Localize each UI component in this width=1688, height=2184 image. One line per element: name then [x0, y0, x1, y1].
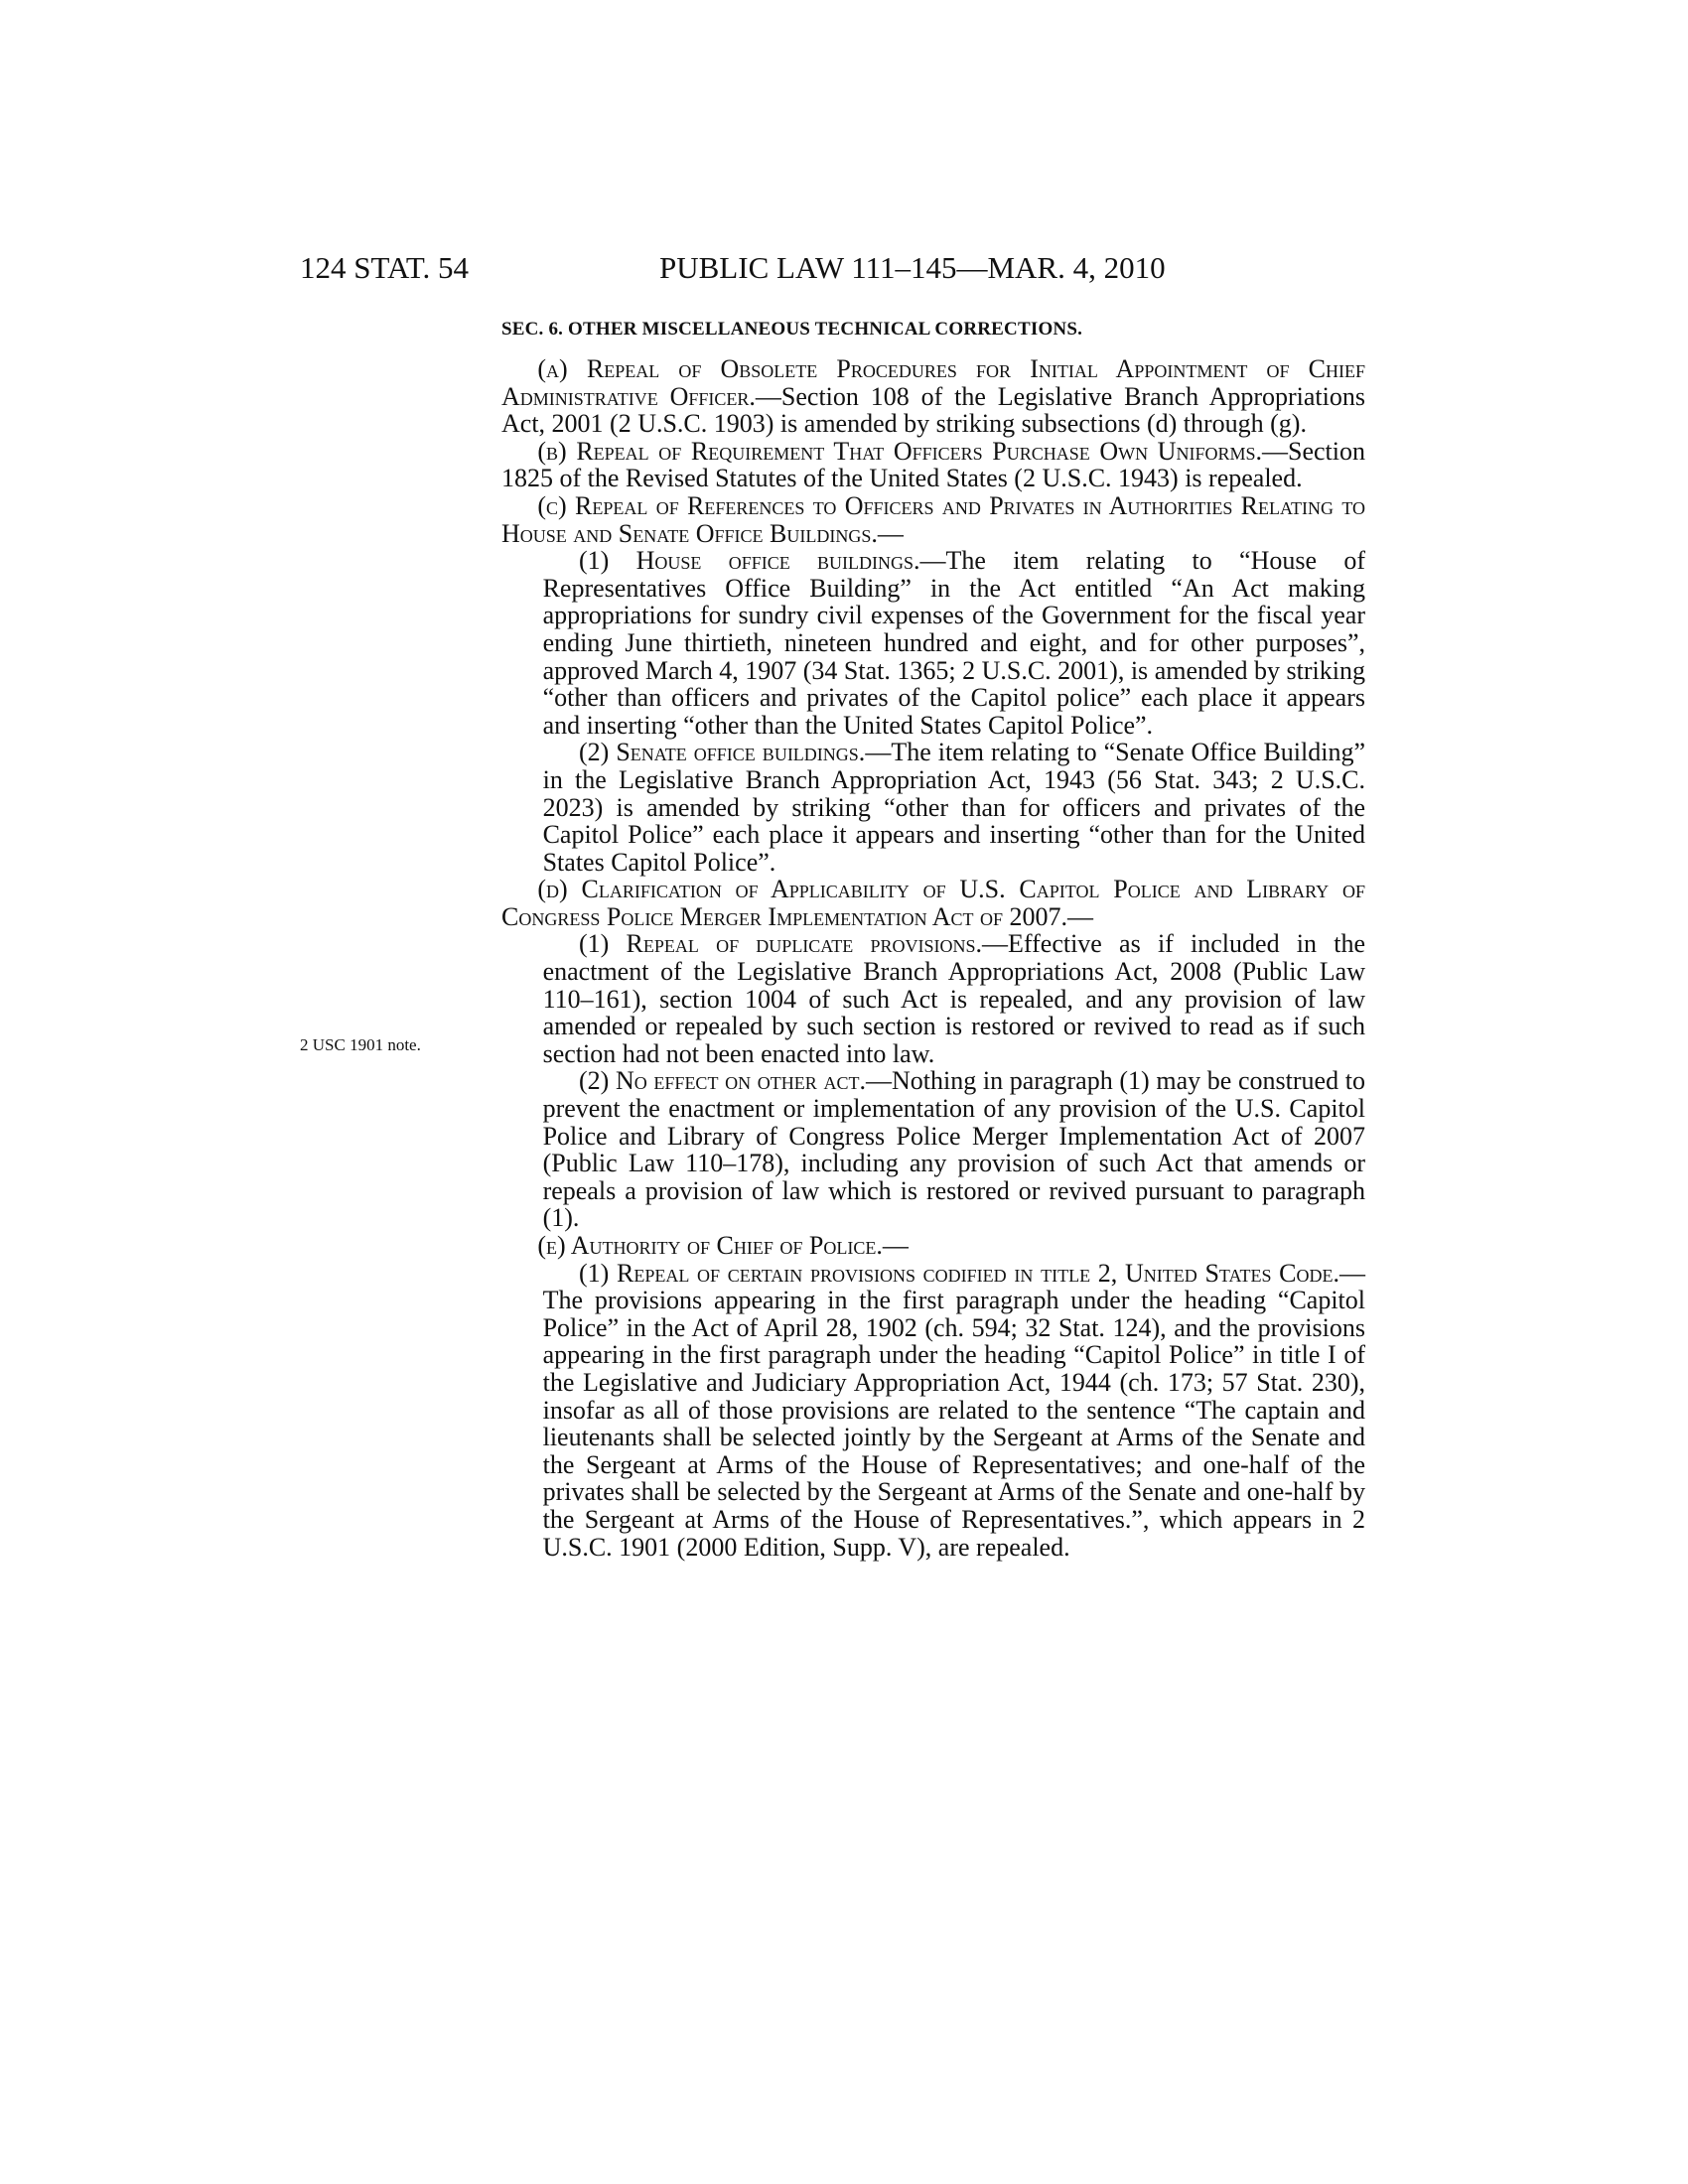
page-header: [0, 250, 1688, 290]
paragraph-c2-text: —The item relating to “Senate Office Building” in the Legislative Branch Appropriation Act, 1943 (56 Stat. 343; 2 U.S.C. 2023) is amended by striking “other than for officers and privates of the Capitol Police” each place it appears and inserting “other than for the United States Capitol Police”.: [542, 738, 1365, 877]
subsection-a-text: —Section 108 of the Legislative Branch Appropriations Act, 2001 (2 U.S.C. 1903) is amended by striking subsections (d) through (g).: [501, 381, 1365, 439]
section-body: [501, 318, 1365, 1561]
paragraph-c1-text: —The item relating to “House of Representatives Office Building” in the Act entitled “An Act making appropriations for sundry civil expenses of the Government for the fiscal year ending June thirtieth, nineteen hundred and eight, and for other purposes”, approved March 4, 1907 (34 Stat. 1365; 2 U.S.C. 2001), is amended by striking “other than officers and privates of the Capitol police” each place it appears and inserting “other than the United States Capitol Police”.: [542, 546, 1365, 740]
paragraph-e1-text: —The provisions appearing in the first paragraph under the heading “Capitol Police” in the Act of April 28, 1902 (ch. 594; 32 Stat. 124), and the provisions appearing in the first paragraph under the heading “Capitol Police” in title I of the Legislative and Judiciary Appropriation Act, 1944 (ch. 173; 57 Stat. 230), insofar as all of those provisions are related to the sentence “The captain and lieutenants shall be selected jointly by the Sergeant at Arms of the Senate and the Sergeant at Arms of the House of Representatives; and one-half of the privates shall be selected by the Sergeant at Arms of the Senate and one-half by the Sergeant at Arms of the House of Representatives.”, which appears in 2 U.S.C. 1901 (2000 Edition, Supp. V), are repealed.: [542, 1258, 1365, 1562]
subsection-a-caption: (a) Repeal of Obsolete Procedures for Initial Appointment of Chief Administrative Officer.: [501, 354, 1365, 411]
paragraph-c1-caption: (1) House office buildings.: [578, 546, 920, 576]
subsection-d: [501, 876, 1365, 930]
subsection-d-caption: (d) Clarification of Applicability of U.S. Capitol Police and Library of Congress Police Merger Implementation Act of 2007.: [501, 875, 1365, 931]
paragraph-d1-text: —Effective as if included in the enactment of the Legislative Branch Appropriations Act, 2008 (Public Law 110–161), section 1004 of such Act is repealed, and any provision of law amended or repealed by such section is restored or revived to read as if such section had not been enacted into law.: [542, 929, 1365, 1068]
paragraph-d1-caption: (1) Repeal of duplicate provisions.: [578, 929, 983, 959]
paragraph-e1-caption: (1) Repeal of certain provisions codified in title 2, United States Code.: [578, 1258, 1339, 1288]
subsection-d-paragraph-1: [501, 930, 1365, 1067]
subsection-b-caption: (b) Repeal of Requirement That Officers Purchase Own Uniforms.: [537, 436, 1262, 466]
subsection-e: [501, 1232, 1365, 1260]
subsection-e-caption: (e) Authority of Chief of Police.: [537, 1231, 883, 1260]
subsection-b-text: —Section 1825 of the Revised Statutes of the United States (2 U.S.C. 1943) is repealed.: [501, 436, 1365, 493]
subsection-e-paragraph-1: [501, 1260, 1365, 1562]
subsection-d-text: —: [1067, 901, 1093, 931]
running-head: PUBLIC LAW 111–145—MAR. 4, 2010: [659, 250, 1166, 285]
subsection-c-text: —: [877, 518, 904, 548]
subsection-d-paragraph-2: [501, 1067, 1365, 1232]
paragraph-d2-caption: (2) No effect on other act.: [578, 1066, 866, 1096]
margin-note: 2 USC 1901 note.: [300, 1035, 421, 1054]
subsection-c-paragraph-2: [501, 739, 1365, 876]
paragraph-c2-caption: (2) Senate office buildings.: [578, 738, 866, 767]
subsection-a: [501, 355, 1365, 438]
paragraph-d2-text: —Nothing in paragraph (1) may be construed to prevent the enactment or implementation of any provision of the U.S. Capitol Police and Library of Congress Police Merger Implementation Act of 2007 (Public Law 110–178), including any provision of such Act that amends or repeals a provision of law which is restored or revived pursuant to paragraph (1).: [542, 1066, 1365, 1233]
statute-page-reference: 124 STAT. 54: [300, 250, 470, 285]
subsection-b: [501, 438, 1365, 492]
subsection-c-paragraph-1: [501, 547, 1365, 739]
subsection-c-caption: (c) Repeal of References to Officers and Privates in Authorities Relating to House and Senate Office Buildings.: [501, 490, 1365, 548]
subsection-c: [501, 492, 1365, 547]
subsection-e-text: —: [882, 1231, 909, 1260]
section-heading: SEC. 6. OTHER MISCELLANEOUS TECHNICAL CORRECTIONS.: [501, 319, 1083, 340]
